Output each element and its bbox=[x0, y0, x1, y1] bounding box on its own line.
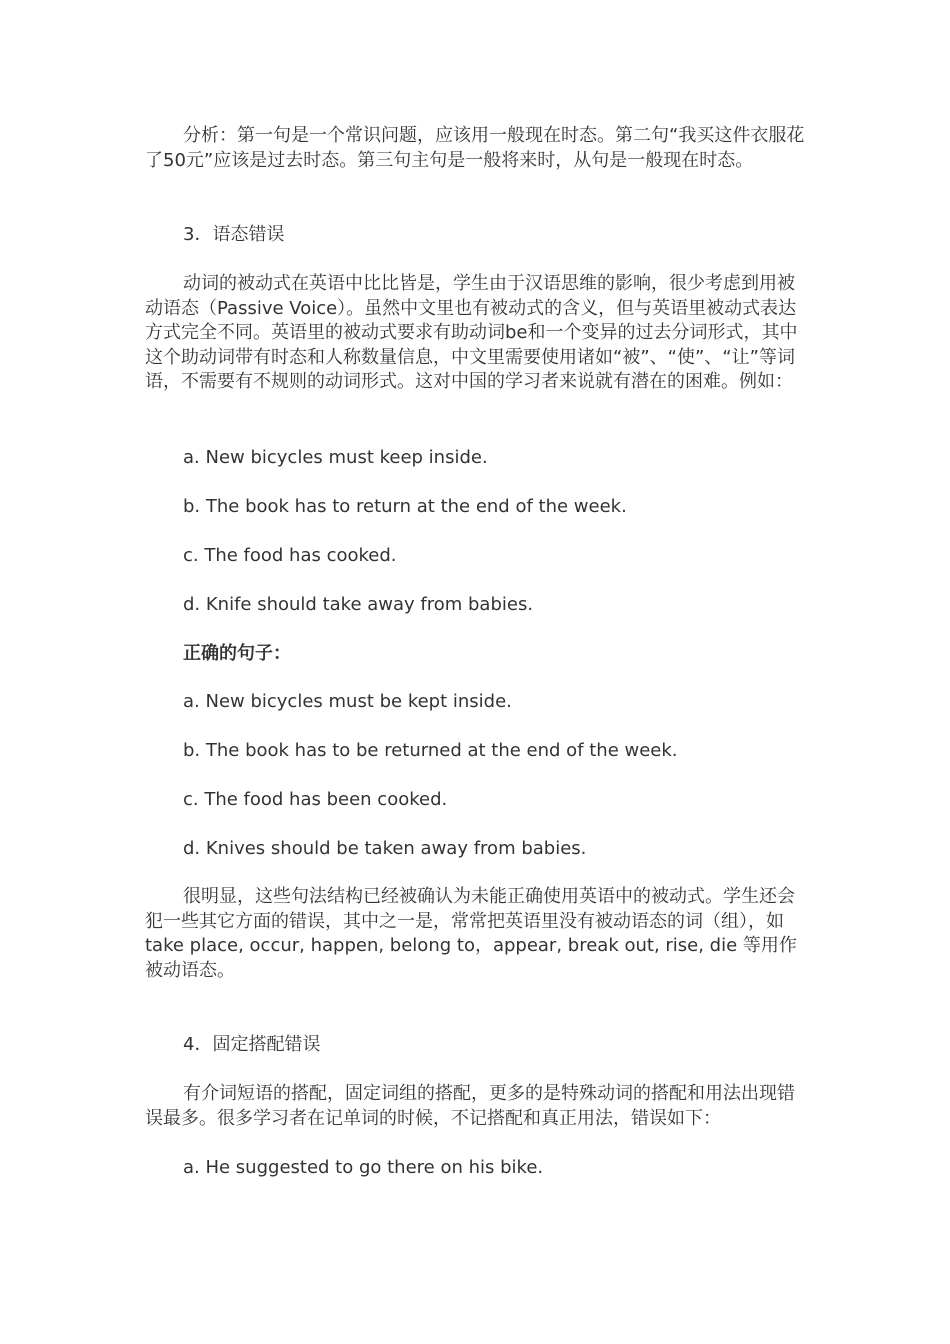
wrong-example-c: c. The food has cooked. bbox=[183, 545, 397, 566]
wrong-example-d: d. Knife should take away from babies. bbox=[183, 594, 534, 615]
passive-note-paragraph: 很明显，这些句法结构已经被确认为未能正确使用英语中的被动式。学生还会犯一些其它方面的错误，其中之一是，常常把英语里没有被动语态的词（组），如 take place, occur, happen, belong to，appear, break out, rise, die 等用作被动语态。 bbox=[145, 886, 797, 981]
passive-intro-paragraph: 动词的被动式在英语中比比皆是，学生由于汉语思维的影响，很少考虑到用被动语态（Passive Voice）。虽然中文里也有被动式的含义，但与英语里被动式表达方式完全不同。英语里的被动式要求有助动词be和一个变异的过去分词形式，其中这个助动词带有时态和人称数量信息，中文里需要使用诸如“被”、“使”、“让”等词语，不需要有不规则的动词形式。这对中国的学习者来说就有潜在的困难。例如： bbox=[145, 273, 798, 392]
correct-example-d: d. Knives should be taken away from babies. bbox=[183, 838, 587, 859]
analysis-paragraph: 分析：第一句是一个常识问题，应该用一般现在时态。第二句“我买这件衣服花了50元”应该是过去时态。第三句主句是一般将来时，从句是一般现在时态。 bbox=[145, 125, 805, 171]
correct-example-c: c. The food has been cooked. bbox=[183, 789, 448, 810]
correct-example-a: a. New bicycles must be kept inside. bbox=[183, 691, 512, 712]
wrong-example-b: b. The book has to return at the end of the week. bbox=[183, 496, 627, 517]
section-4-heading: 4．固定搭配错误 bbox=[183, 1034, 321, 1055]
correct-example-b: b. The book has to be returned at the end of the week. bbox=[183, 740, 678, 761]
wrong-example-a: a. New bicycles must keep inside. bbox=[183, 447, 488, 468]
section-3-heading: 3．语态错误 bbox=[183, 224, 285, 245]
correct-sentences-heading: 正确的句子： bbox=[183, 643, 291, 664]
collocation-example-a: a. He suggested to go there on his bike. bbox=[183, 1157, 544, 1178]
collocation-intro-paragraph: 有介词短语的搭配，固定词组的搭配，更多的是特殊动词的搭配和用法出现错误最多。很多学习者在记单词的时候，不记搭配和真正用法，错误如下： bbox=[145, 1083, 795, 1129]
